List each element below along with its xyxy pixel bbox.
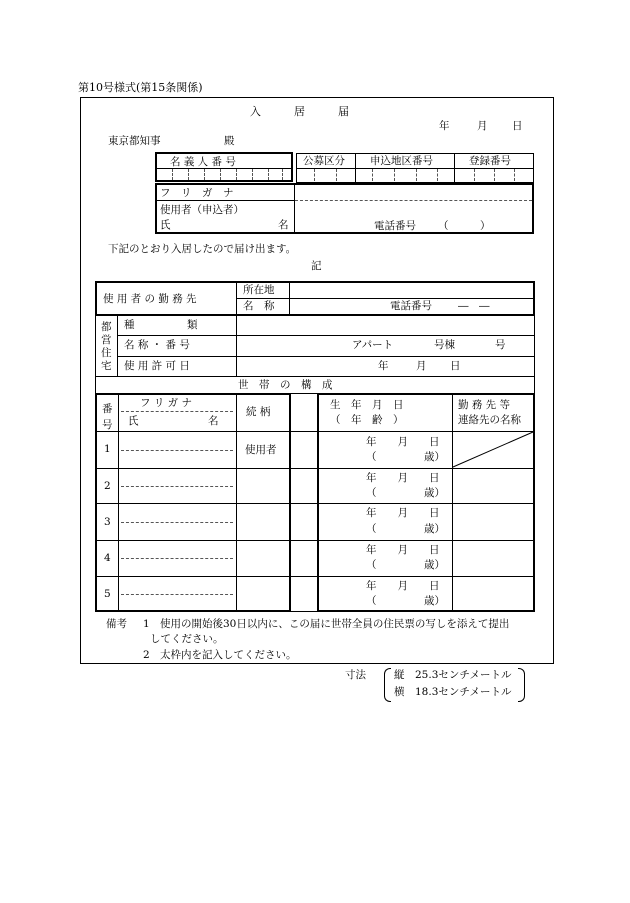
remarks-label: 備考 [106, 618, 127, 630]
form-title: 入 居 届 [250, 105, 349, 118]
form-number: 第10号様式(第15条関係) [78, 81, 203, 94]
permit-year: 年 [378, 360, 389, 372]
hh-row-dash [121, 558, 233, 559]
user-label: 使用者（申込者） [160, 204, 244, 216]
area-number-label: 申込地区番号 [370, 155, 433, 167]
hh-col-furigana: フ リ ガ ナ [140, 397, 193, 409]
hh-col-number: 番 号 [102, 403, 113, 431]
hh-row-dash [121, 594, 233, 595]
hh-row-dash [121, 450, 233, 451]
registration-label: 登録番号 [469, 155, 511, 167]
notice-text: 下記のとおり入居したので届け出ます。 [108, 243, 297, 255]
hh-row-dash [121, 522, 233, 523]
hh-col-name-1: 氏 [128, 415, 139, 427]
hh-row-age-suffix: 歳） [424, 523, 445, 535]
applicant-phone-parens: （ ） [438, 220, 491, 232]
date-month: 月 [477, 120, 488, 132]
hh-row-date: 年 月 日 [366, 580, 440, 592]
workplace-phone-label: 電話番号 [390, 300, 432, 312]
remarks-item2-num: 2 [143, 649, 150, 661]
hh-col-name-2: 名 [208, 415, 219, 427]
hh-row-date: 年 月 日 [366, 507, 440, 519]
household-heading: 世 帯 の 構 成 [238, 379, 333, 391]
hh-row-age-open: （ [366, 559, 377, 571]
hh-row-date: 年 月 日 [366, 472, 440, 484]
hh-col-birth-1: 生 年 月 日 [330, 399, 404, 411]
hh-row-date: 年 月 日 [366, 436, 440, 448]
room-label: 号 [495, 339, 506, 351]
dimensions-label: 寸法 [345, 669, 366, 681]
hh-row-age-suffix: 歳） [424, 451, 445, 463]
dimensions-horizontal: 横 18.3センチメートル [394, 686, 512, 698]
hh-row-number: 4 [104, 552, 111, 564]
workplace-name-label: 名 称 [243, 300, 275, 312]
hh-row-number: 1 [104, 443, 111, 455]
remarks-item2: 太枠内を記入してください。 [160, 649, 297, 661]
date-day: 日 [512, 120, 523, 132]
hh-col-work-1: 勤 務 先 等 [458, 399, 511, 411]
remarks-item1-line1: 使用の開始後30日以内に、この届に世帯全員の住民票の写しを添えて提出 [160, 618, 510, 630]
housing-name-number-label: 名 称 ・ 番 号 [124, 339, 190, 351]
workplace-label: 使 用 者 の 勤 務 先 [103, 293, 197, 305]
ki-label: 記 [311, 260, 322, 272]
housing-permit-date-label: 使 用 許 可 日 [124, 360, 190, 372]
dimensions-bracket-left [384, 668, 391, 702]
hh-row-date: 年 月 日 [366, 544, 440, 556]
permit-month: 月 [416, 360, 427, 372]
dimensions-vertical: 縦 25.3センチメートル [394, 669, 512, 681]
furigana-label: フ リ ガ ナ [160, 187, 234, 199]
hh-row-dash [121, 486, 233, 487]
hh-row-number: 2 [104, 480, 111, 492]
permit-day: 日 [450, 360, 461, 372]
housing-side-label: 都 営 住 宅 [101, 321, 112, 372]
building-label: 号棟 [434, 339, 455, 351]
addressee-governor: 東京都知事 [108, 135, 161, 147]
hh-row-age-open: （ [366, 523, 377, 535]
hh-col-birth-2: （ 年 齢 ） [330, 414, 404, 426]
hh-row-age-open: （ [366, 487, 377, 499]
hh-row-relation: 使用者 [245, 444, 277, 456]
hh-row-number: 3 [104, 516, 111, 528]
workplace-phone-dashes: ― ― [458, 300, 490, 312]
category-label: 公募区分 [303, 155, 345, 167]
name-label-2: 名 [278, 219, 289, 231]
hh-col-relation: 続 柄 [246, 406, 271, 418]
addressee-honorific: 殿 [224, 135, 235, 147]
applicant-phone-label: 電話番号 [374, 220, 416, 232]
workplace-location-label: 所在地 [243, 284, 275, 296]
hh-row-number: 5 [104, 588, 111, 600]
date-year: 年 [439, 120, 450, 132]
hh-row-age-open: （ [366, 595, 377, 607]
apartment-label: アパート [352, 339, 394, 351]
dimensions-bracket-right [518, 668, 525, 702]
remarks-item1-num: 1 [143, 618, 150, 630]
hh-row-age-suffix: 歳） [424, 487, 445, 499]
name-label-1: 氏 [160, 219, 171, 231]
hh-row-age-open: （ [366, 451, 377, 463]
hh-row-age-suffix: 歳） [424, 559, 445, 571]
housing-type-label: 種 類 [124, 319, 198, 331]
hh-col-work-2: 連絡先の名称 [458, 414, 521, 426]
hh-row-age-suffix: 歳） [424, 595, 445, 607]
remarks-item1-line2: してください。 [150, 633, 224, 645]
id-number-label: 名 義 人 番 号 [170, 156, 236, 168]
